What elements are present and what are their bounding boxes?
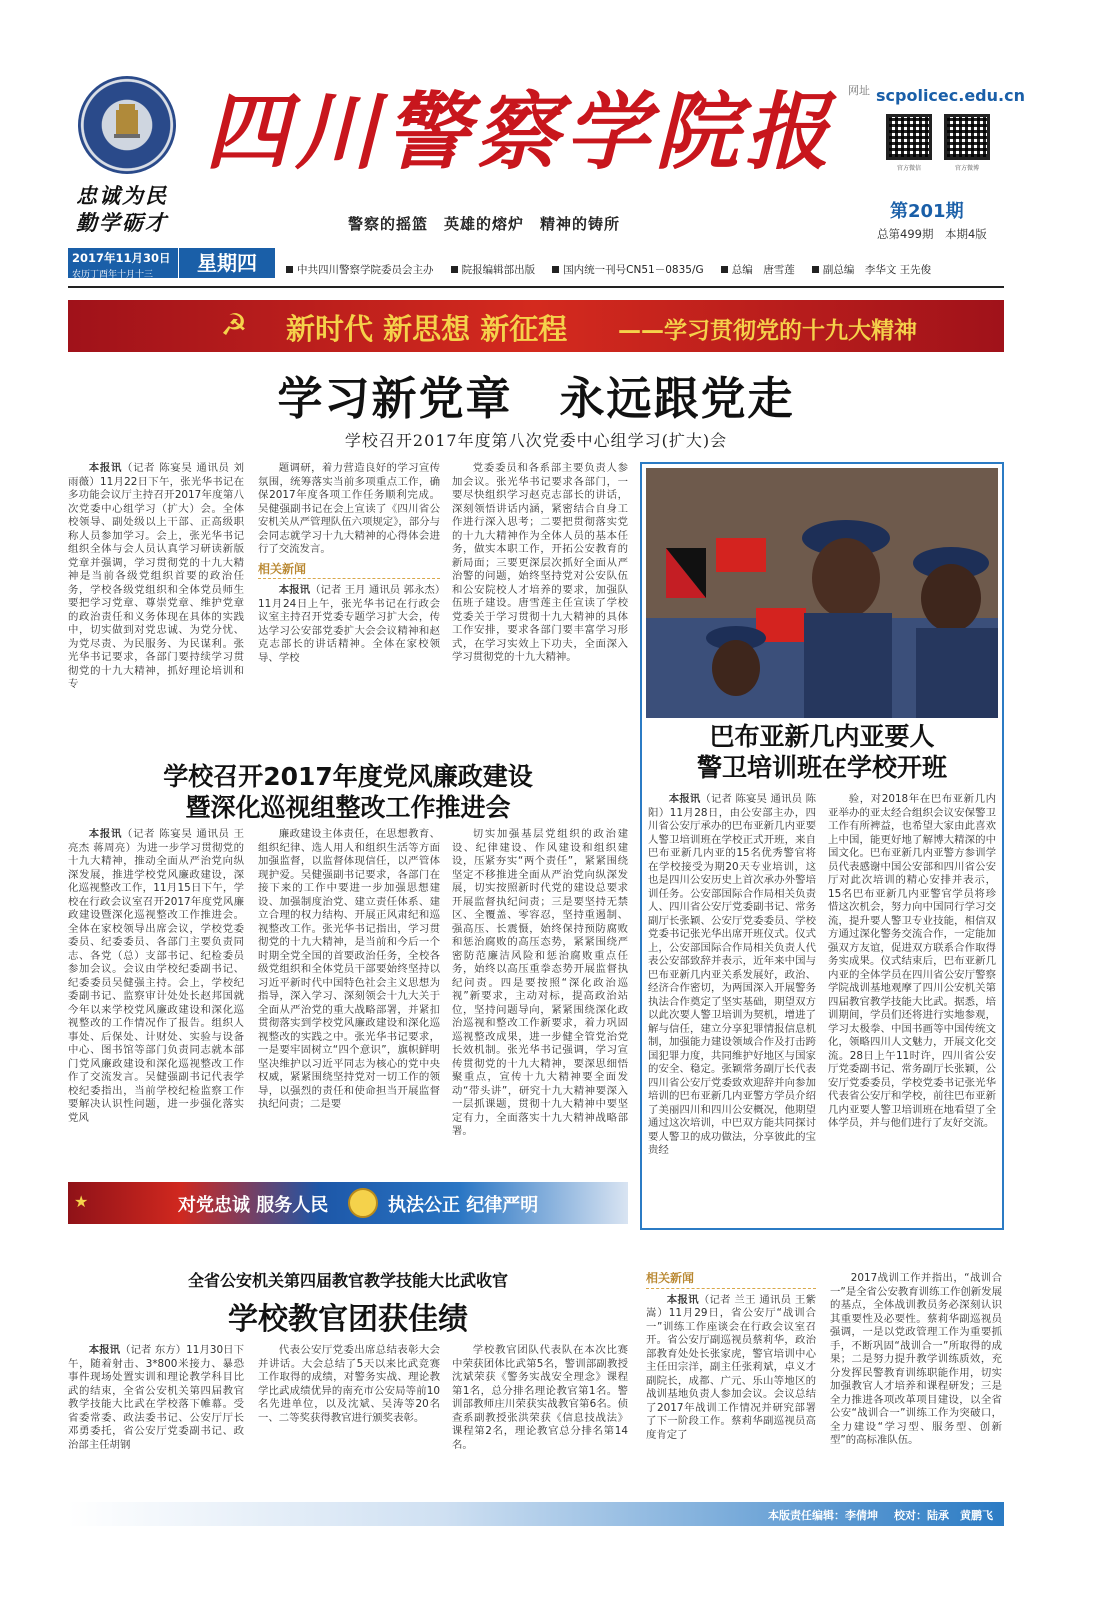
info-item: 中共四川警察学院委员会主办 (286, 262, 434, 277)
slogan: 警察的摇篮 英雄的熔炉 精神的铸所 (348, 215, 621, 233)
police-officers-photo-icon (646, 468, 998, 718)
lunar-date: 农历丁酉年十月十三 (72, 270, 154, 280)
banner-subtitle: ——学习贯彻党的十九大精神 (618, 318, 917, 344)
contest-related-column-2: 2017战训工作并指出，“战训合一”是全省公安教育训练工作创新发展的基点，全体战训教员务必深刻认识其重要性及必要性。蔡莉华副巡视员强调，一是以党政管理工作为重要抓手，不断巩固“战训合一”所取得的成果；二是努力提升教学训练质效，充分发挥民警教育训练职能作用，切实加强教官人才培养和课程研发；三是全力推进各项改革项目建设，以全省公安“战训合一”训练工作为突破口，全力建设“学习型、服务型、创新型”的高标准队伍。 (830, 1272, 1002, 1446)
qr-wechat[interactable] (886, 114, 932, 172)
lead-headline: 学习新党章 永远跟党走 (277, 372, 795, 425)
motto-line-1: 忠诚为民 (76, 183, 168, 208)
bullet-square-icon (812, 266, 819, 273)
info-item: 院报编辑部出版 (451, 262, 536, 277)
strip-text-2: 执法公正 纪律严明 (388, 1195, 539, 1216)
seal-building-icon (78, 76, 176, 174)
bullet-square-icon (286, 266, 293, 273)
related-news-label: 相关新闻 (258, 563, 440, 580)
bullet-square-icon (721, 266, 728, 273)
qr-caption: 官方微信 (896, 165, 921, 172)
footer-proof: 校对：陆承 黄鹏飞 (894, 1509, 993, 1522)
contest-column-1: 本报讯（记者 东方）11月30日下午，随着射击、3*800米接力、暴恐事件现场处置实训和理论教学科目比武的结束，全省公安机关第四届教官教学技能大比武在学校落下帷幕。受省委常委、政法委书记、公安厅厅长邓勇委托，省公安厅党委副书记、政治部主任胡钢 (68, 1344, 244, 1451)
contest-kicker: 全省公安机关第四届教官教学技能大比武收官 (187, 1271, 508, 1290)
issue-number: 第201期 (890, 201, 964, 222)
bullet-square-icon (451, 266, 458, 273)
qr-weibo[interactable] (944, 114, 990, 172)
dateline-rule (68, 286, 1004, 288)
dateline-info (286, 258, 943, 277)
png-column-2: 验，对2018年在巴布亚新几内亚举办的亚太经合组织会议安保警卫工作有所裨益，也希望大家由此喜欢上中国，能更好地了解博大精深的中国文化。巴布亚新几内亚警方参训学员代表感谢中国公安部和四川省公安厅对此次培训的精心安排并表示，15名巴布亚新几内亚警官学员将珍惜这次机会，努力向中国同行学习交流，提升要人警卫专业技能，相信双方通过深化警务交流合作，一定能加强双方友谊，促进双方联系合作取得务实成果。仪式结束后，巴布亚新几内亚的全体学员在四川省公安厅警察学院战训基地观摩了四川公安机关第四届教官教学技能大比武。据悉，培训期间，学员们还将进行实地参观，学习太极拳、中国书画等中国传统文化，领略四川人文魅力，开展文化交流。28日上午11时许，四川省公安厅党委副书记、常务副厅长张颖，公安厅党委委员，学校党委书记张光华代表省公安厅和学校，前往巴布亚新几内亚要人警卫培训班在地看望了全体学员，并与他们进行了友好交流。 (828, 793, 996, 1129)
qr-caption: 官方微博 (954, 165, 979, 172)
police-motto-strip (68, 1182, 628, 1224)
related-news-label: 相关新闻 (646, 1272, 816, 1289)
png-headline-2: 警卫培训班在学校开班 (696, 753, 947, 782)
party-emblem-icon: ☭ (220, 308, 248, 343)
contest-headline: 学校教官团获佳绩 (228, 1302, 468, 1337)
info-item: 国内统一刊号CN51－0835/G (552, 262, 703, 277)
png-column-1: 本报讯（记者 陈宴昊 通讯员 陈阳）11月28日，由公安部主办，四川省公安厅承办的巴布亚新几内亚要人警卫培训班在学校正式开班，来自巴布亚新几内亚的15名优秀警官将在学校接受为期20天专业培训，这也是四川公安历史上首次承办外警培训任务。公安部国际合作局相关负责人、四川省公安厅党委副书记、常务副厅长张颖、公安厅党委委员、学校党委书记张光华出席开班仪式。仪式上，公安部国际合作局相关负责人代表公安部致辞并表示，近年来中国与巴布亚新几内亚关系发展好，政治、经济合作密切，为两国深入开展警务执法合作奠定了坚实基础，期望双方以此次要人警卫培训为契机，增进了解与信任，建立分享犯罪情报信息机制，加强能力建设领域合作及打击跨国犯罪力度，共同维护好地区与国家的安全、稳定。张颖常务副厅长代表四川省公安厅党委致欢迎辞并向参加培训的巴布亚新几内亚警方学员介绍了美丽四川和四川公安概况，他期望通过这次培训，中巴双方能共同探讨要人警卫的成功做法，分享彼此的宝贵经 (648, 793, 816, 1156)
lead-column-1: 本报讯（记者 陈宴昊 通讯员 刘雨薇）11月22日下午，张光华书记在多功能会议厅主持召开2017年度第八次党委中心组学习（扩大）会。全体校领导、副处级以上干部、正高级职称人员参加学习。会上，张光华书记组织全体与会人员认真学习研读新版党章并强调，学习贯彻党的十九大精神是当前各级党组织首要的政治任务，学校各级党组织和全体党员师生要把学习党章、尊崇党章、维护党章的政治责任和义务体现在具体的实践中，切实做到对党忠诚、为党分忧、为党尽责、为民服务、为民谋利。张光华书记要求，各部门要持续学习贯彻党的十九大精神，抓好理论培训和专 (68, 462, 244, 690)
date: 2017年11月30日 (72, 251, 171, 265)
anticorr-headline-2: 暨深化巡视组整改工作推进会 (185, 793, 511, 822)
footer-editor: 本版责任编辑：李倩坤 (768, 1509, 878, 1522)
college-seal (78, 76, 176, 174)
police-badge-icon (348, 1188, 378, 1218)
weekday: 星期四 (178, 248, 275, 278)
png-photo (646, 468, 998, 718)
anticorr-column-3: 切实加强基层党组织的政治建设、纪律建设、作风建设和组织建设，压紧夯实“两个责任”，紧紧围绕坚定不移推进全面从严治党向纵深发展，切实按照新时代党的建设总要求开展监督执纪问责；三是要坚持无禁区、全覆盖、零容忍，坚持重遏制、强高压、长震慑，始终保持预防腐败和惩治腐败的高压态势，紧紧围绕严密防范廉洁风险和惩治腐败重点任务，始终以高压重拳态势开展监督执纪问责。四是要按照“深化政治巡视”新要求，主动对标，提高政治站位，坚持问题导向，紧紧围绕深化政治巡视和整改工作新要求，着力巩固巡视整改成果，进一步健全管党治党长效机制。张光华书记强调，学习宣传贯彻党的十九大精神，要深思细悟聚重点，宣传十九大精神要全面发动“带头讲”，研究十九大精神要深入一层抓课题，贯彻十九大精神中要坚定有力，全面落实十九大精神战略部署。 (452, 828, 628, 1137)
footer-bar (68, 1502, 1004, 1526)
theme-banner (68, 300, 1004, 352)
info-item: 总编 唐雪莲 (721, 262, 795, 277)
website-label: 网址 (848, 84, 870, 97)
strip-text-1: 对党忠诚 服务人民 (178, 1195, 329, 1216)
png-headline-1: 巴布亚新几内亚要人 (709, 722, 935, 751)
anticorr-column-2: 廉政建设主体责任，在思想教育、组织纪律、选人用人和组织生活等方面加强监督，以监督体现信任，以严管体现护爱。吴健强副书记要求，各部门在接下来的工作中要进一步加强思想建设、加强制度治党、建立责任体系、建立合理的权力结构、开展正风肃纪和巡视整改工作。张光华书记指出，学习贯彻党的十九大精神，是当前和今后一个时期全党全国的首要政治任务，全校各级党组织和全体党员干部要始终坚持以习近平新时代中国特色社会主义思想为指导，深入学习、深刻领会十九大关于全面从严治党的重大战略部署，并紧扣贯彻落实到学校党风廉政建设和深化巡视整改的实践之中。张光华书记要求，一是要牢固树立“四个意识”，旗帜鲜明坚决维护以习近平同志为核心的党中央权威，紧紧围绕坚持党对一切工作的领导，以强烈的责任和使命担当开展监督执纪问责；二是要 (258, 828, 440, 1110)
issue-total: 总第499期 本期4版 (877, 227, 987, 241)
contest-related-column: 相关新闻 本报讯（记者 兰王 通讯员 王紫嵩）11月29日，省公安厅“战训合一”训练工作座谈会在行政会议室召开。省公安厅副巡视员蔡莉华，政治部教育处处长张家虎，警官培训中心主任田宗洋，副主任张莉斌，卓义才副院长，成都、广元、乐山等地区的战训基地负责人参加会议。会议总结了2017年战训工作情况并研究部署了下一阶段工作。蔡莉华副巡视员高度肯定了 (646, 1272, 816, 1441)
banner-slogan: 新时代 新思想 新征程 (286, 312, 568, 346)
motto-line-2: 勤学砺才 (76, 210, 168, 235)
lead-subhead: 学校召开2017年度第八次党委中心组学习(扩大)会 (344, 431, 728, 450)
newspaper-title: 四川警察学院报 (205, 82, 836, 181)
contest-column-3: 学校教官团队代表队在本次比赛中荣获团体比武第5名，警训部副教授沈斌荣获《警务实战安全理念》课程第1名，总分排名理论教官第1名。警训部教师庄川荣获实战教官第6名。侦查系副教授张洪荣获《信息技战法》课程第2名，理论教官总分排名第14名。 (452, 1344, 628, 1451)
anticorr-headline-1: 学校召开2017年度党风廉政建设 (163, 762, 533, 791)
lead-column-3: 党委委员和各系部主要负责人参加会议。张光华书记要求各部门，一要尽快组织学习赵克志部长的讲话，深刻领悟讲话内涵，紧密结合自身工作进行深入思考；二要把贯彻落实党的十九大精神作为全体人员的基本任务，做实本职工作，开拓公安教育的新局面；三要更深层次抓好全面从严治警的问题，始终坚持党对公安队伍和公安院校人才培养的要求，加强队伍班子建设。唐雪莲主任宣读了学校党委关于学习贯彻十九大精神的具体工作安排，要求各部门要丰富学习形式，在学习实效上下功夫，全面深入学习贯彻党的十九大精神。 (452, 462, 628, 663)
qr-code-icon (944, 114, 990, 160)
contest-column-2: 代表公安厅党委出席总结表彰大会并讲话。大会总结了5天以来比武竞赛工作取得的成绩，对警务实战、理论教学比武成绩优异的南充市公安局等前10名先进单位，以及沈斌、吴涛等20名一、二等奖获得教官进行颁奖表彰。 (258, 1344, 440, 1424)
anticorr-column-1: 本报讯（记者 陈宴昊 通讯员 王亮杰 蒋周亮）为进一步学习贯彻党的十九大精神，推动全面从严治党向纵深发展，推进学校党风廉政建设，深化巡视整改工作，11月15日下午，学校在行政会议室召开2017年度党风廉政建设暨深化巡视整改工作推进会。全体在家校领导出席会议，学校党委委员、纪委委员、各部门主要负责同志、各党（总）支部书记、纪检委员参加会议。会议由学校纪委副书记、纪委委员吴健强主持。会上，学校纪委副书记、监察审计处处长赵邦国就今年以来学校党风廉政建设和深化巡视整改的工作情况作了报告。组织人事处、后保处、计财处、实验与设备中心、图书馆等部门负责同志就本部门党风廉政建设和深化巡视整改工作作了交流发言。吴健强副书记代表学校纪委指出，当前学校纪检监察工作要解决认识性问题，进一步强化落实党风 (68, 828, 244, 1124)
date-box (68, 248, 178, 278)
national-flag-icon: ★ (74, 1192, 89, 1211)
info-item: 副总编 李华文 王先俊 (812, 262, 931, 277)
website-url[interactable]: scpolicec.edu.cn (876, 86, 1025, 105)
bullet-square-icon (552, 266, 559, 273)
qr-code-icon (886, 114, 932, 160)
lead-column-2: 题调研，着力营造良好的学习宣传氛围，统筹落实当前多项重点工作，确保2017年度各项工作任务顺利完成。吴健强副书记在会上宣读了《四川省公安机关从严管理队伍六项规定》，部分与会同志就学习十九大精神的心得体会进行了交流发言。 相关新闻 本报讯（记者 王月 通讯员 郭永杰）11月24日上午，张光华书记在行政会议室主持召开党委专题学习扩大会，传达学习公安部党委扩大会会议精神和赵克志部长的讲话精神。全体在家校领导、学校 (258, 462, 440, 664)
